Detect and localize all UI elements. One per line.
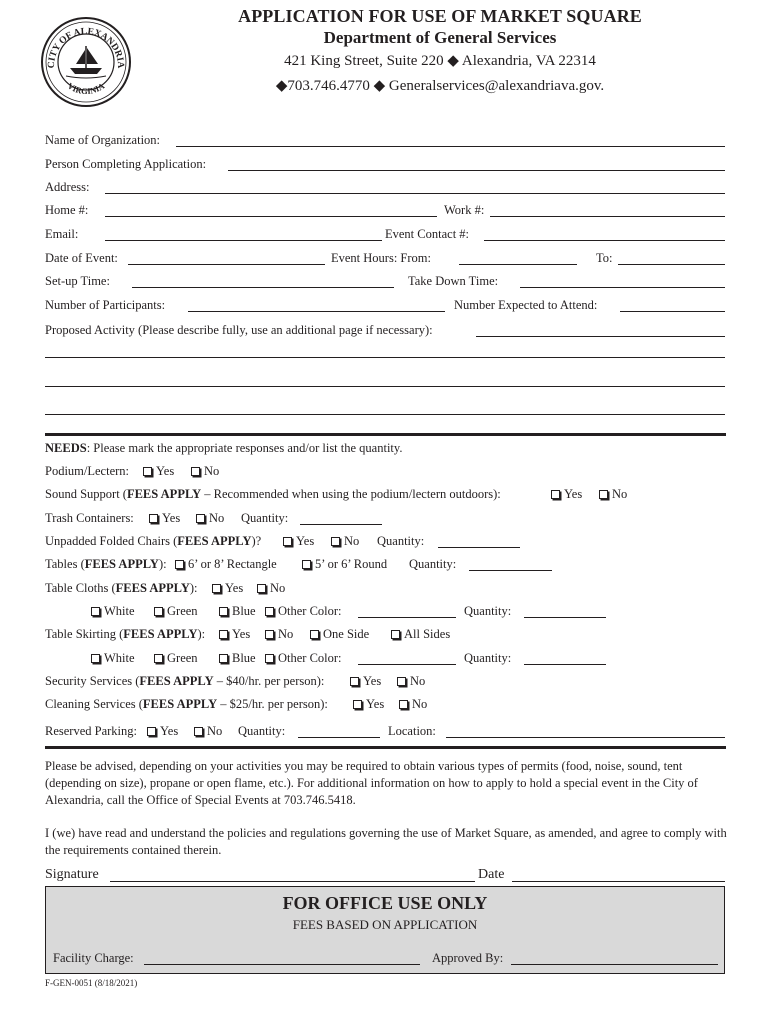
hours-from-field[interactable] <box>459 264 577 265</box>
participants-field[interactable] <box>188 311 445 312</box>
cloth-quantity-label: Quantity: <box>464 604 512 618</box>
cleaning-rate: – $25/hr. per person): <box>217 697 328 711</box>
event-contact-label: Event Contact #: <box>385 227 470 241</box>
sound-label: Sound Support ( <box>45 487 127 501</box>
yes-label: Yes <box>162 511 181 525</box>
org-field[interactable] <box>176 146 725 147</box>
office-use-box <box>45 886 725 974</box>
blue-label: Blue <box>232 604 256 618</box>
work-field[interactable] <box>490 216 725 217</box>
white-label: White <box>104 651 135 665</box>
cloth-white-checkbox[interactable] <box>91 607 100 616</box>
work-label: Work #: <box>444 203 485 217</box>
fees-apply-label: FEES APPLY <box>126 487 202 501</box>
cloths-no-checkbox[interactable] <box>257 584 266 593</box>
no-label: No <box>412 697 428 711</box>
row-organization <box>45 131 725 151</box>
svg-text:CITY OF ALEXANDRIA: CITY OF ALEXANDRIA <box>46 26 126 69</box>
svg-text:VIRGINIA: VIRGINIA <box>65 80 107 97</box>
row-setup <box>45 272 725 292</box>
tables-quantity-field[interactable] <box>469 570 552 571</box>
parking-label: Reserved Parking: <box>45 724 137 738</box>
skirting-all-sides-checkbox[interactable] <box>391 630 400 639</box>
form-title: APPLICATION FOR USE OF MARKET SQUARE <box>238 6 642 26</box>
podium-no-checkbox[interactable] <box>191 467 200 476</box>
row-chairs <box>45 532 725 552</box>
security-rate: – $40/hr. per person): <box>213 674 325 688</box>
needs-heading <box>45 439 725 459</box>
row-person <box>45 155 725 175</box>
trash-quantity-label: Quantity: <box>241 511 289 525</box>
date-label: Date of Event: <box>45 251 118 265</box>
office-use-title: FOR OFFICE USE ONLY <box>282 893 488 913</box>
parking-location-label: Location: <box>388 724 436 738</box>
signature-label: Signature <box>45 867 99 882</box>
row-skirting <box>45 625 725 645</box>
cloth-green-checkbox[interactable] <box>154 607 163 616</box>
form-code: F-GEN-0051 (8/18/2021) <box>45 978 138 988</box>
yes-label: Yes <box>363 674 382 688</box>
sound-yes-checkbox[interactable] <box>551 490 560 499</box>
trash-quantity-field[interactable] <box>300 524 382 525</box>
cloth-blue-checkbox[interactable] <box>219 607 228 616</box>
chairs-label-end: )? <box>251 534 262 548</box>
address-field[interactable] <box>105 193 725 194</box>
date-signed-field[interactable] <box>512 881 725 882</box>
no-label: No <box>612 487 628 501</box>
participants-label: Number of Participants: <box>45 298 166 312</box>
one-side-label: One Side <box>323 627 370 641</box>
cleaning-no-checkbox[interactable] <box>399 700 408 709</box>
yes-label: Yes <box>232 627 251 641</box>
date-signed-label: Date <box>478 867 505 882</box>
round-label: 5’ or 6’ Round <box>315 557 388 571</box>
row-skirting-colors <box>45 649 725 669</box>
row-date <box>45 249 725 269</box>
rectangle-label: 6’ or 8’ Rectangle <box>188 557 277 571</box>
email-label: Email: <box>45 227 79 241</box>
home-label: Home #: <box>45 203 89 217</box>
department-address: 421 King Street, Suite 220 ◆ Alexandria, VA 22314 <box>284 53 596 69</box>
row-sound <box>45 485 725 505</box>
tables-quantity-label: Quantity: <box>409 557 457 571</box>
cloth-other-checkbox[interactable] <box>265 607 274 616</box>
fees-apply-label: FEES APPLY <box>177 534 252 548</box>
takedown-field[interactable] <box>520 287 725 288</box>
cloths-label: Table Cloths ( <box>45 581 116 595</box>
skirting-no-checkbox[interactable] <box>265 630 274 639</box>
cloths-yes-checkbox[interactable] <box>212 584 221 593</box>
needs-heading-text: : Please mark the appropriate responses and/or list the quantity. <box>86 441 403 455</box>
yes-label: Yes <box>225 581 244 595</box>
row-security <box>45 672 725 692</box>
cloth-other-color-field[interactable] <box>358 617 456 618</box>
security-yes-checkbox[interactable] <box>350 677 359 686</box>
security-label: Security Services ( <box>45 674 140 688</box>
activity-line-3[interactable] <box>45 386 725 387</box>
org-label: Name of Organization: <box>45 133 161 147</box>
other-color-label: Other Color: <box>278 604 342 618</box>
email-field[interactable] <box>105 240 382 241</box>
parking-yes-checkbox[interactable] <box>147 727 156 736</box>
parking-no-checkbox[interactable] <box>194 727 203 736</box>
no-label: No <box>209 511 225 525</box>
trash-no-checkbox[interactable] <box>196 514 205 523</box>
parking-location-field[interactable] <box>446 737 725 738</box>
facility-charge-label: Facility Charge: <box>53 951 134 965</box>
hours-to-field[interactable] <box>618 264 725 265</box>
skirting-yes-checkbox[interactable] <box>219 630 228 639</box>
skirt-quantity-label: Quantity: <box>464 651 512 665</box>
trash-yes-checkbox[interactable] <box>149 514 158 523</box>
permits-notice: Please be advised, depending on your activities you may be required to obtain various types of permits (food, noise, sound, tent (depending on size), propane or open flame, etc.). For additional information on how to apply to hold a special event in the City of Alexandria, call the Office of Special Events at 703.746.5418. <box>45 759 698 807</box>
setup-field[interactable] <box>132 287 394 288</box>
row-activity <box>45 321 725 341</box>
office-use-subtitle: FEES BASED ON APPLICATION <box>292 917 478 932</box>
skirting-label-end: ): <box>197 627 206 641</box>
cleaning-label: Cleaning Services ( <box>45 697 143 711</box>
fees-apply-label: FEES APPLY <box>115 581 190 595</box>
security-no-checkbox[interactable] <box>397 677 406 686</box>
fees-apply-label: FEES APPLY <box>139 674 214 688</box>
setup-label: Set-up Time: <box>45 274 110 288</box>
home-field[interactable] <box>105 216 437 217</box>
fees-apply-label: FEES APPLY <box>142 697 218 711</box>
yes-label: Yes <box>564 487 583 501</box>
row-cloths <box>45 579 725 599</box>
department-contact: ◆703.746.4770 ◆ Generalservices@alexandriava.gov. <box>275 78 605 94</box>
skirt-white-checkbox[interactable] <box>91 654 100 663</box>
podium-yes-checkbox[interactable] <box>143 467 152 476</box>
no-label: No <box>410 674 426 688</box>
row-address <box>45 178 725 198</box>
skirt-other-color-field[interactable] <box>358 664 456 665</box>
signature-field[interactable] <box>110 881 475 882</box>
facility-charge-field[interactable] <box>144 964 420 965</box>
address-label: Address: <box>45 180 90 194</box>
expected-label: Number Expected to Attend: <box>454 298 598 312</box>
row-signature <box>45 866 725 886</box>
other-color-label: Other Color: <box>278 651 342 665</box>
approved-by-label: Approved By: <box>432 951 504 965</box>
parking-quantity-field[interactable] <box>298 737 380 738</box>
cloth-quantity-field[interactable] <box>524 617 606 618</box>
chairs-quantity-label: Quantity: <box>377 534 425 548</box>
activity-field[interactable] <box>476 336 725 337</box>
fees-apply-label: FEES APPLY <box>123 627 198 641</box>
skirt-green-checkbox[interactable] <box>154 654 163 663</box>
chairs-no-checkbox[interactable] <box>331 537 340 546</box>
expected-field[interactable] <box>620 311 725 312</box>
cleaning-yes-checkbox[interactable] <box>353 700 362 709</box>
chairs-label: Unpadded Folded Chairs ( <box>45 534 178 548</box>
row-tables <box>45 555 725 575</box>
parking-quantity-label: Quantity: <box>238 724 286 738</box>
tables-rectangle-checkbox[interactable] <box>175 560 184 569</box>
skirting-one-side-checkbox[interactable] <box>310 630 319 639</box>
tables-label: Tables ( <box>45 557 85 571</box>
yes-label: Yes <box>366 697 385 711</box>
cloths-label-end: ): <box>189 581 198 595</box>
row-podium <box>45 462 725 482</box>
section-divider <box>45 746 726 749</box>
skirting-label: Table Skirting ( <box>45 627 124 641</box>
row-participants <box>45 296 725 316</box>
green-label: Green <box>167 604 198 618</box>
skirt-quantity-field[interactable] <box>524 664 606 665</box>
person-field[interactable] <box>228 170 725 171</box>
green-label: Green <box>167 651 198 665</box>
skirt-blue-checkbox[interactable] <box>219 654 228 663</box>
section-divider <box>45 433 726 436</box>
no-label: No <box>204 464 220 478</box>
no-label: No <box>207 724 223 738</box>
chairs-quantity-field[interactable] <box>438 547 520 548</box>
event-contact-field[interactable] <box>484 240 725 241</box>
needs-heading-bold: NEEDS <box>45 441 87 455</box>
date-field[interactable] <box>128 264 325 265</box>
activity-line-4[interactable] <box>45 414 725 415</box>
approved-by-field[interactable] <box>511 964 718 965</box>
yes-label: Yes <box>156 464 175 478</box>
department-name: Department of General Services <box>323 28 557 47</box>
row-cloth-colors <box>45 602 725 622</box>
white-label: White <box>104 604 135 618</box>
person-label: Person Completing Application: <box>45 157 207 171</box>
agreement-text: I (we) have read and understand the policies and regulations governing the use of Market Square, as amended, and agree to comply with the requirements contained therein. <box>45 826 727 857</box>
no-label: No <box>278 627 294 641</box>
city-seal-logo <box>40 16 132 108</box>
sound-no-checkbox[interactable] <box>599 490 608 499</box>
trash-label: Trash Containers: <box>45 511 134 525</box>
row-cleaning <box>45 695 725 715</box>
yes-label: Yes <box>296 534 315 548</box>
hours-from-label: Event Hours: From: <box>331 251 431 265</box>
activity-label: Proposed Activity (Please describe fully, use an additional page if necessary): <box>45 323 433 337</box>
tables-label-end: ): <box>158 557 167 571</box>
fees-apply-label: FEES APPLY <box>84 557 159 571</box>
blue-label: Blue <box>232 651 256 665</box>
tables-round-checkbox[interactable] <box>302 560 311 569</box>
yes-label: Yes <box>160 724 179 738</box>
sound-label-rest: – Recommended when using the podium/lectern outdoors): <box>201 487 501 501</box>
all-sides-label: All Sides <box>404 627 451 641</box>
skirt-other-checkbox[interactable] <box>265 654 274 663</box>
row-parking <box>45 722 725 742</box>
hours-to-label: To: <box>596 251 613 265</box>
row-phones <box>45 201 725 221</box>
no-label: No <box>344 534 360 548</box>
chairs-yes-checkbox[interactable] <box>283 537 292 546</box>
row-email <box>45 225 725 245</box>
takedown-label: Take Down Time: <box>408 274 499 288</box>
row-trash <box>45 509 725 529</box>
no-label: No <box>270 581 286 595</box>
podium-label: Podium/Lectern: <box>45 464 130 478</box>
activity-line-2[interactable] <box>45 357 725 358</box>
